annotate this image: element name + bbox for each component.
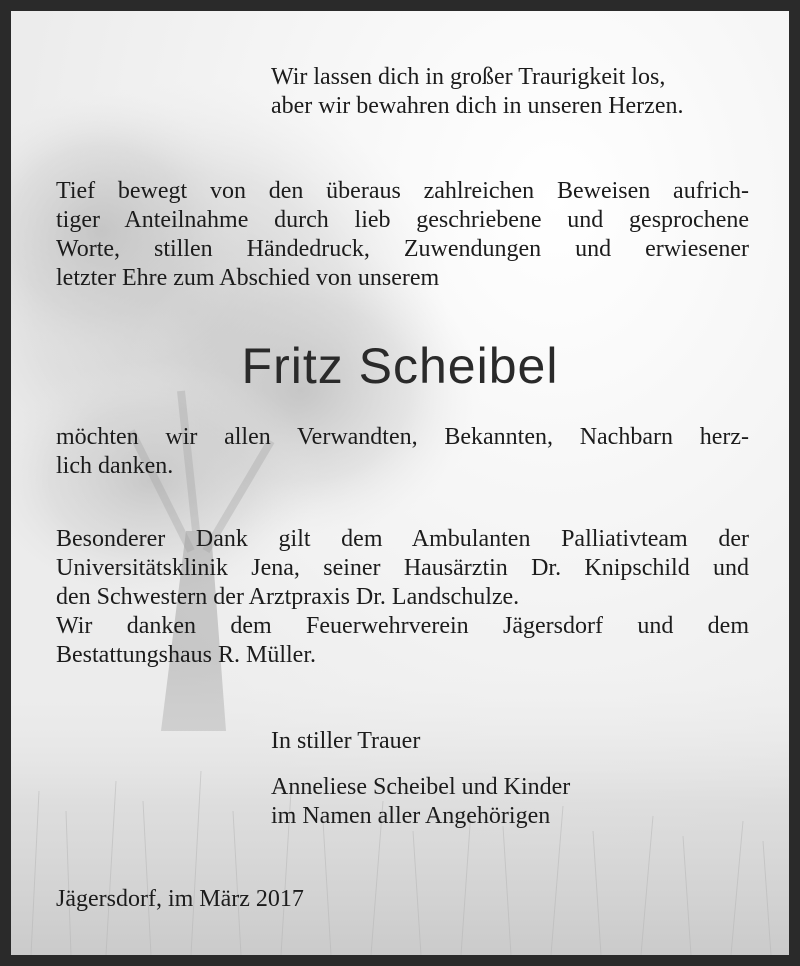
motto-line-1: Wir lassen dich in großer Traurigkeit los, bbox=[271, 64, 666, 90]
place-date: Jägersdorf, im März 2017 bbox=[56, 886, 304, 912]
special-thanks-line-1: Besonderer Dank gilt dem Ambulanten Palliativteam der bbox=[56, 526, 749, 552]
signature-block bbox=[271, 773, 741, 831]
signature-line-3: im Namen aller Angehörigen bbox=[271, 803, 551, 829]
signature-line-2: Anneliese Scheibel und Kinder bbox=[271, 774, 571, 800]
special-thanks-paragraph bbox=[56, 525, 749, 670]
intro-line-3: Worte, stillen Händedruck, Zuwendungen und erwiesener bbox=[56, 236, 749, 262]
intro-paragraph bbox=[56, 177, 749, 293]
thanks-line-2: lich danken. bbox=[56, 453, 174, 479]
thanks-line-1: möchten wir allen Verwandten, Bekannten, Nachbarn herz- bbox=[56, 424, 749, 450]
special-thanks-line-5: Bestattungshaus R. Müller. bbox=[56, 642, 316, 668]
special-thanks-line-2: Universitätsklinik Jena, seiner Hausärztin Dr. Knipschild und bbox=[56, 555, 749, 581]
special-thanks-line-3: den Schwestern der Arztpraxis Dr. Landschulze. bbox=[56, 584, 520, 610]
intro-line-1: Tief bewegt von den überaus zahlreichen Beweisen aufrich- bbox=[56, 178, 749, 204]
motto-line-2: aber wir bewahren dich in unseren Herzen. bbox=[271, 93, 684, 119]
signature-line-1: In stiller Trauer bbox=[271, 728, 421, 754]
signature-heading bbox=[271, 727, 741, 756]
intro-line-2: tiger Anteilnahme durch lieb geschriebene und gesprochene bbox=[56, 207, 749, 233]
intro-line-4: letzter Ehre zum Abschied von unserem bbox=[56, 265, 440, 291]
motto bbox=[271, 63, 751, 121]
deceased-name: Fritz Scheibel bbox=[241, 338, 559, 394]
thanks-paragraph bbox=[56, 423, 749, 481]
special-thanks-line-4: Wir danken dem Feuerwehrverein Jägersdorf und dem bbox=[56, 613, 749, 639]
